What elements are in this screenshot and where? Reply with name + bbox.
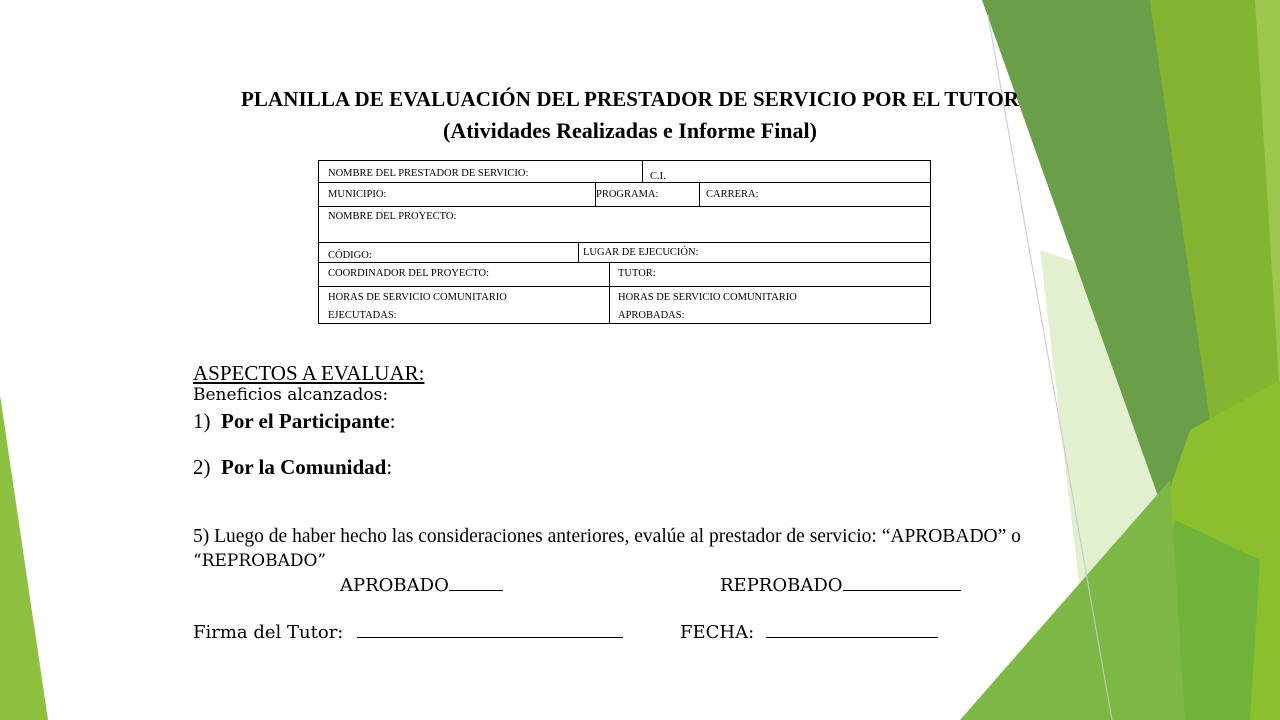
field-horas-ejecutadas: HORAS DE SERVICIO COMUNITARIO EJECUTADAS: [328,292,507,321]
field-municipio: MUNICIPIO: [328,189,387,200]
field-tutor: TUTOR: [618,268,656,279]
item-comunidad: 2) Por la Comunidad: [193,455,393,479]
firma-blank[interactable] [357,637,623,638]
item5-text-line1: 5) Luego de haber hecho las consideraciones anteriores, evalúe al prestador de servicio: “APROBADO” o [193,526,1021,547]
fecha-field: FECHA: [680,622,938,643]
field-programa: PROGRAMA: [596,189,659,200]
field-horas-aprobadas: HORAS DE SERVICIO COMUNITARIO APROBADAS: [618,292,797,321]
firma-tutor-field: Firma del Tutor: [193,622,623,643]
field-ci: C.I. [650,171,666,182]
field-carrera: CARRERA: [706,189,759,200]
aspects-heading: ASPECTOS A EVALUAR: [193,361,425,385]
field-nombre-prestador: NOMBRE DEL PRESTADOR DE SERVICIO: [328,168,529,179]
form-subtitle: (Atividades Realizadas e Informe Final) [443,118,817,143]
field-nombre-proyecto: NOMBRE DEL PROYECTO: [328,211,457,222]
fecha-blank[interactable] [766,637,938,638]
reprobado-blank[interactable] [843,590,961,591]
item-participante: 1) Por el Participante: [193,409,396,433]
item5-text-line2: “REPROBADO” [193,551,327,571]
left-green-triangle [0,395,48,720]
field-coordinador: COORDINADOR DEL PROYECTO: [328,268,490,279]
field-codigo: CÓDIGO: [328,250,372,261]
form-title: PLANILLA DE EVALUACIÓN DEL PRESTADOR DE SERVICIO POR EL TUTOR [240,87,1020,111]
field-lugar-ejecucion: LUGAR DE EJECUCIÓN: [583,247,699,258]
aprobado-blank[interactable] [449,590,503,591]
benefits-subheading: Beneficios alcanzados: [193,385,389,405]
info-table [318,160,931,324]
reprobado-field: REPROBADO [720,575,961,596]
aprobado-field: APROBADO [340,575,503,596]
